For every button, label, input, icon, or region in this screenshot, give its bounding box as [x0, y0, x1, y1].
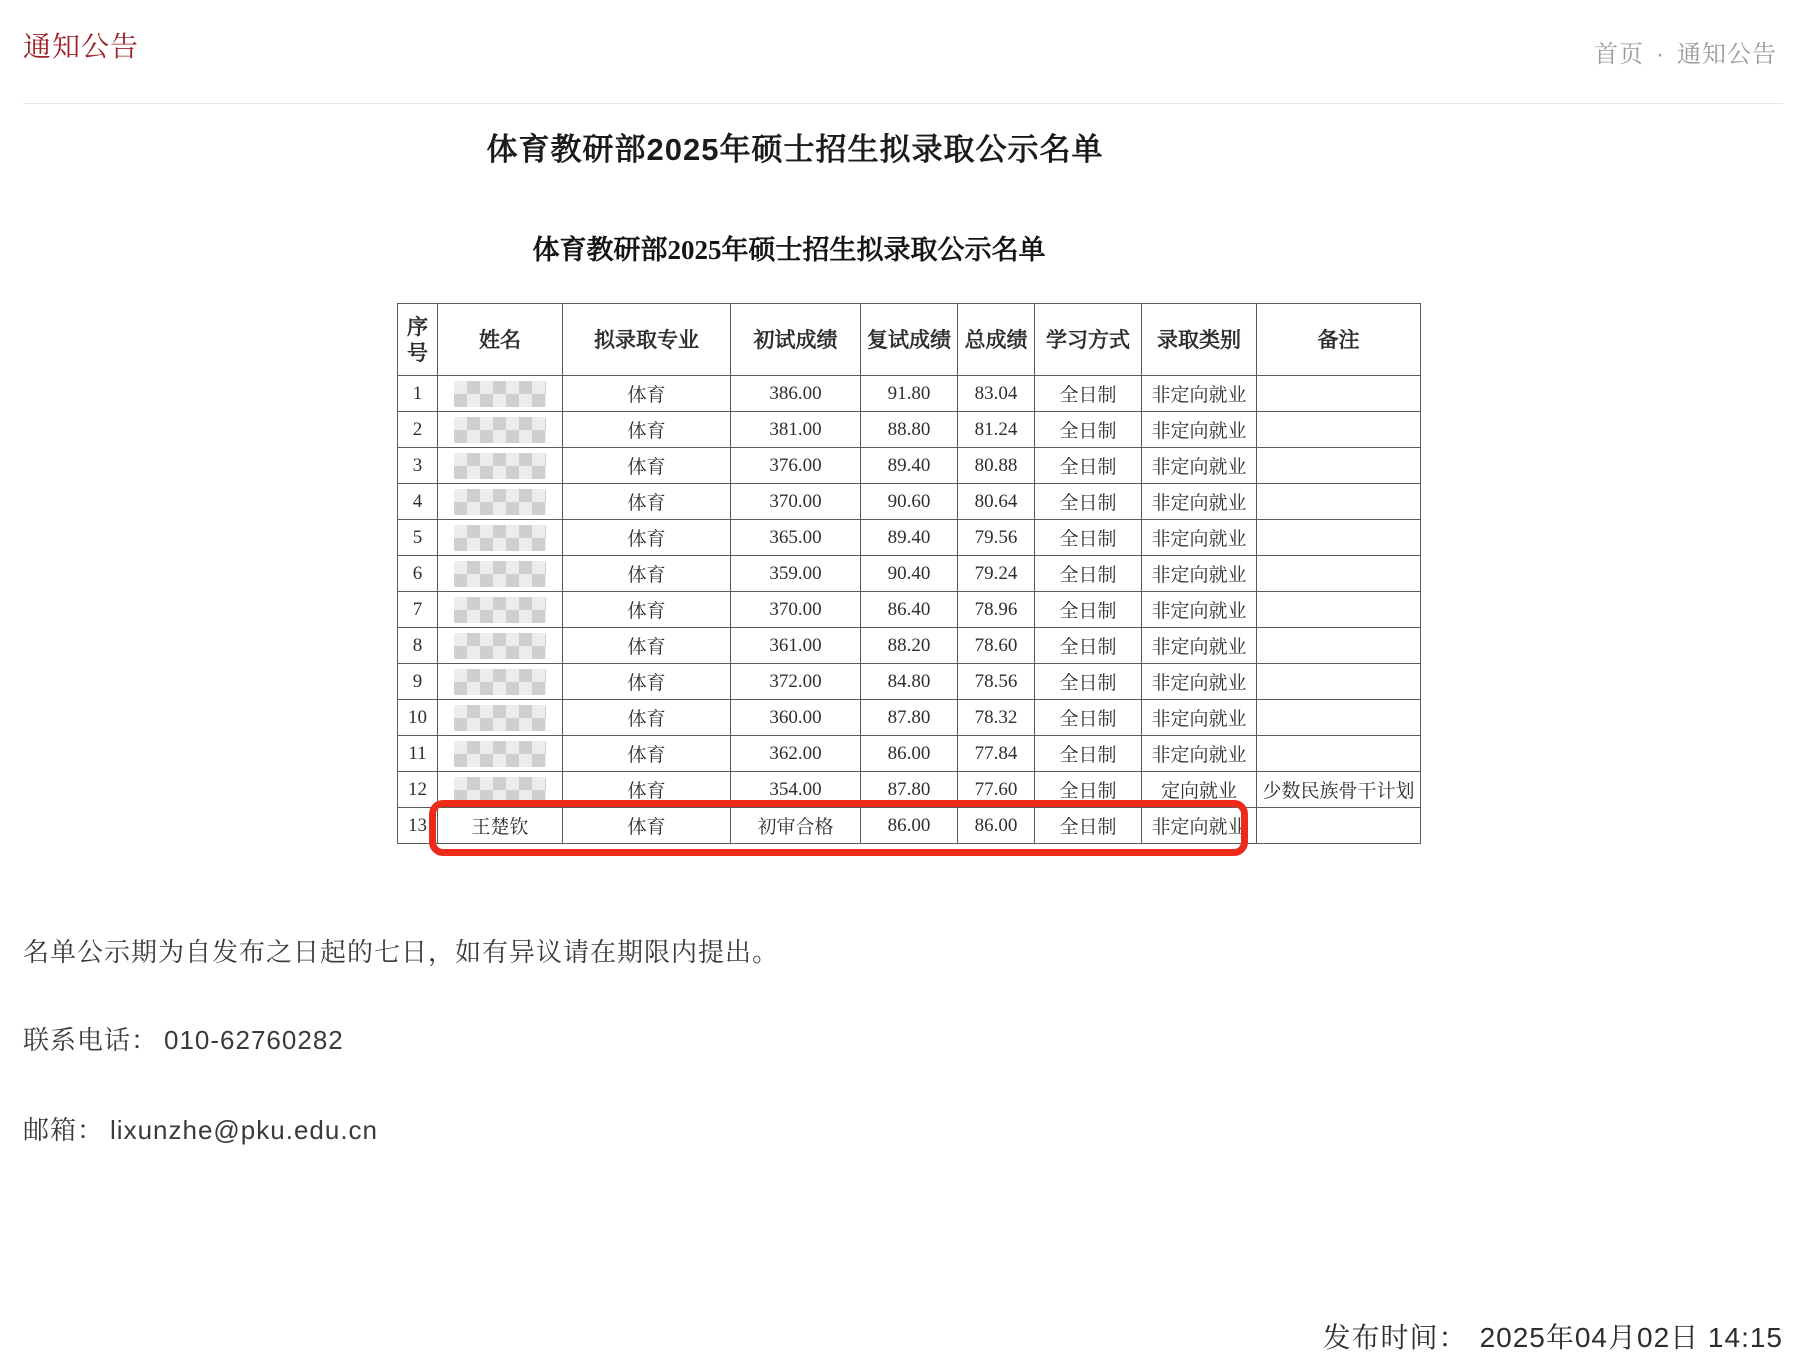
table-row: [398, 736, 1421, 772]
cell-retest_score: 86.00: [861, 808, 958, 844]
cell-name: [438, 412, 563, 448]
cell-seq: 8: [398, 628, 438, 664]
cell-study_mode: 全日制: [1035, 628, 1142, 664]
table-row: [398, 700, 1421, 736]
cell-total_score: 81.24: [958, 412, 1035, 448]
cell-initial_score: 370.00: [731, 592, 861, 628]
cell-name: 王楚钦: [438, 808, 563, 844]
redacted-name: [454, 777, 546, 803]
cell-admission_category: 非定向就业: [1142, 520, 1257, 556]
cell-study_mode: 全日制: [1035, 484, 1142, 520]
cell-initial_score: 386.00: [731, 376, 861, 412]
cell-name: [438, 556, 563, 592]
redacted-name: [454, 597, 546, 623]
cell-name: [438, 376, 563, 412]
cell-major: 体育: [563, 376, 731, 412]
cell-remark: [1257, 808, 1421, 844]
cell-total_score: 80.88: [958, 448, 1035, 484]
table-row: [398, 628, 1421, 664]
admission-table: [397, 303, 1421, 844]
cell-seq: 6: [398, 556, 438, 592]
cell-admission_category: 非定向就业: [1142, 664, 1257, 700]
cell-total_score: 77.84: [958, 736, 1035, 772]
cell-total_score: 78.96: [958, 592, 1035, 628]
redacted-name: [454, 417, 546, 443]
cell-name: [438, 700, 563, 736]
cell-initial_score: 362.00: [731, 736, 861, 772]
table-row: [398, 448, 1421, 484]
column-header-name: 姓名: [438, 304, 563, 376]
breadcrumb: [1588, 34, 1783, 69]
cell-admission_category: 非定向就业: [1142, 736, 1257, 772]
redacted-name: [454, 741, 546, 767]
cell-seq: 7: [398, 592, 438, 628]
column-header-remark: 备注: [1257, 304, 1421, 376]
cell-admission_category: 非定向就业: [1142, 556, 1257, 592]
cell-admission_category: 非定向就业: [1142, 700, 1257, 736]
cell-study_mode: 全日制: [1035, 556, 1142, 592]
cell-major: 体育: [563, 736, 731, 772]
column-header-major: 拟录取专业: [563, 304, 731, 376]
cell-study_mode: 全日制: [1035, 736, 1142, 772]
column-header-total_score: 总成绩: [958, 304, 1035, 376]
cell-name: [438, 484, 563, 520]
cell-retest_score: 87.80: [861, 700, 958, 736]
email-value: lixunzhe@pku.edu.cn: [110, 1115, 379, 1145]
contact-email: [23, 1110, 378, 1147]
cell-retest_score: 91.80: [861, 376, 958, 412]
cell-remark: [1257, 556, 1421, 592]
cell-name: [438, 448, 563, 484]
publish-time-label: 发布时间：: [1322, 1322, 1468, 1353]
cell-seq: 13: [398, 808, 438, 844]
cell-admission_category: 非定向就业: [1142, 412, 1257, 448]
cell-retest_score: 90.40: [861, 556, 958, 592]
table-row: [398, 484, 1421, 520]
cell-initial_score: 376.00: [731, 448, 861, 484]
cell-major: 体育: [563, 664, 731, 700]
cell-admission_category: 非定向就业: [1142, 448, 1257, 484]
cell-retest_score: 89.40: [861, 448, 958, 484]
cell-study_mode: 全日制: [1035, 808, 1142, 844]
cell-study_mode: 全日制: [1035, 520, 1142, 556]
cell-admission_category: 非定向就业: [1142, 376, 1257, 412]
cell-total_score: 77.60: [958, 772, 1035, 808]
table-header-row: [398, 304, 1421, 376]
table-row: [398, 412, 1421, 448]
publicity-note: 名单公示期为自发布之日起的七日，如有异议请在期限内提出。: [23, 937, 780, 967]
cell-initial_score: 354.00: [731, 772, 861, 808]
cell-retest_score: 88.20: [861, 628, 958, 664]
table-row: [398, 556, 1421, 592]
cell-retest_score: 90.60: [861, 484, 958, 520]
cell-major: 体育: [563, 484, 731, 520]
cell-admission_category: 非定向就业: [1142, 484, 1257, 520]
cell-seq: 4: [398, 484, 438, 520]
cell-major: 体育: [563, 448, 731, 484]
cell-initial_score: 381.00: [731, 412, 861, 448]
redacted-name: [454, 561, 546, 587]
breadcrumb-separator: ·: [1656, 41, 1665, 68]
table-row: [398, 520, 1421, 556]
cell-name: [438, 628, 563, 664]
cell-seq: 3: [398, 448, 438, 484]
article-title: 体育教研部2025年硕士招生拟录取公示名单: [486, 132, 1104, 167]
cell-retest_score: 86.40: [861, 592, 958, 628]
cell-major: 体育: [563, 628, 731, 664]
cell-name: [438, 772, 563, 808]
cell-study_mode: 全日制: [1035, 664, 1142, 700]
cell-retest_score: 87.80: [861, 772, 958, 808]
cell-remark: [1257, 412, 1421, 448]
cell-remark: [1257, 520, 1421, 556]
cell-initial_score: 365.00: [731, 520, 861, 556]
cell-seq: 1: [398, 376, 438, 412]
cell-retest_score: 89.40: [861, 520, 958, 556]
cell-major: 体育: [563, 700, 731, 736]
publish-time: [1323, 1316, 1783, 1356]
breadcrumb-current[interactable]: 通知公告: [1677, 41, 1777, 68]
cell-admission_category: 非定向就业: [1142, 592, 1257, 628]
cell-total_score: 78.56: [958, 664, 1035, 700]
cell-major: 体育: [563, 808, 731, 844]
cell-major: 体育: [563, 520, 731, 556]
cell-name: [438, 736, 563, 772]
cell-remark: [1257, 448, 1421, 484]
cell-major: 体育: [563, 772, 731, 808]
email-label: 邮箱：: [23, 1115, 105, 1145]
cell-initial_score: 370.00: [731, 484, 861, 520]
table-row: [398, 772, 1421, 808]
table-title: 体育教研部2025年硕士招生拟录取公示名单: [532, 235, 1046, 265]
cell-total_score: 79.24: [958, 556, 1035, 592]
cell-total_score: 80.64: [958, 484, 1035, 520]
cell-initial_score: 初审合格: [731, 808, 861, 844]
redacted-name: [454, 489, 546, 515]
cell-seq: 11: [398, 736, 438, 772]
cell-name: [438, 592, 563, 628]
cell-study_mode: 全日制: [1035, 772, 1142, 808]
breadcrumb-home-link[interactable]: 首页: [1594, 41, 1644, 68]
redacted-name: [454, 669, 546, 695]
cell-seq: 2: [398, 412, 438, 448]
cell-total_score: 86.00: [958, 808, 1035, 844]
cell-major: 体育: [563, 556, 731, 592]
phone-label: 联系电话：: [23, 1025, 159, 1055]
column-header-seq: 序号: [398, 304, 438, 376]
cell-study_mode: 全日制: [1035, 700, 1142, 736]
cell-major: 体育: [563, 412, 731, 448]
column-header-admission_category: 录取类别: [1142, 304, 1257, 376]
cell-total_score: 79.56: [958, 520, 1035, 556]
cell-admission_category: 定向就业: [1142, 772, 1257, 808]
cell-major: 体育: [563, 592, 731, 628]
cell-retest_score: 86.00: [861, 736, 958, 772]
cell-admission_category: 非定向就业: [1142, 628, 1257, 664]
redacted-name: [454, 453, 546, 479]
cell-name: [438, 664, 563, 700]
table-row: [398, 592, 1421, 628]
cell-initial_score: 360.00: [731, 700, 861, 736]
table-row-highlighted: [398, 808, 1421, 844]
column-header-initial_score: 初试成绩: [731, 304, 861, 376]
cell-seq: 5: [398, 520, 438, 556]
publish-time-value: 2025年04月02日 14:15: [1479, 1322, 1783, 1353]
cell-study_mode: 全日制: [1035, 592, 1142, 628]
cell-initial_score: 372.00: [731, 664, 861, 700]
header-divider: [23, 103, 1783, 104]
cell-remark: [1257, 664, 1421, 700]
cell-seq: 9: [398, 664, 438, 700]
cell-initial_score: 359.00: [731, 556, 861, 592]
contact-phone: [23, 1020, 344, 1057]
redacted-name: [454, 381, 546, 407]
cell-remark: [1257, 592, 1421, 628]
redacted-name: [454, 705, 546, 731]
cell-remark: [1257, 484, 1421, 520]
cell-study_mode: 全日制: [1035, 376, 1142, 412]
cell-remark: 少数民族骨干计划: [1257, 772, 1421, 808]
cell-total_score: 83.04: [958, 376, 1035, 412]
cell-admission_category: 非定向就业: [1142, 808, 1257, 844]
cell-study_mode: 全日制: [1035, 412, 1142, 448]
column-header-retest_score: 复试成绩: [861, 304, 958, 376]
cell-seq: 10: [398, 700, 438, 736]
cell-total_score: 78.60: [958, 628, 1035, 664]
admission-table-wrap: [397, 303, 1420, 844]
table-row: [398, 376, 1421, 412]
cell-retest_score: 88.80: [861, 412, 958, 448]
cell-remark: [1257, 376, 1421, 412]
table-row: [398, 664, 1421, 700]
cell-retest_score: 84.80: [861, 664, 958, 700]
phone-value: 010-62760282: [164, 1025, 344, 1055]
cell-seq: 12: [398, 772, 438, 808]
cell-remark: [1257, 628, 1421, 664]
cell-initial_score: 361.00: [731, 628, 861, 664]
redacted-name: [454, 525, 546, 551]
page-title: 通知公告: [23, 31, 140, 62]
cell-total_score: 78.32: [958, 700, 1035, 736]
cell-study_mode: 全日制: [1035, 448, 1142, 484]
redacted-name: [454, 633, 546, 659]
cell-remark: [1257, 736, 1421, 772]
cell-name: [438, 520, 563, 556]
cell-remark: [1257, 700, 1421, 736]
column-header-study_mode: 学习方式: [1035, 304, 1142, 376]
